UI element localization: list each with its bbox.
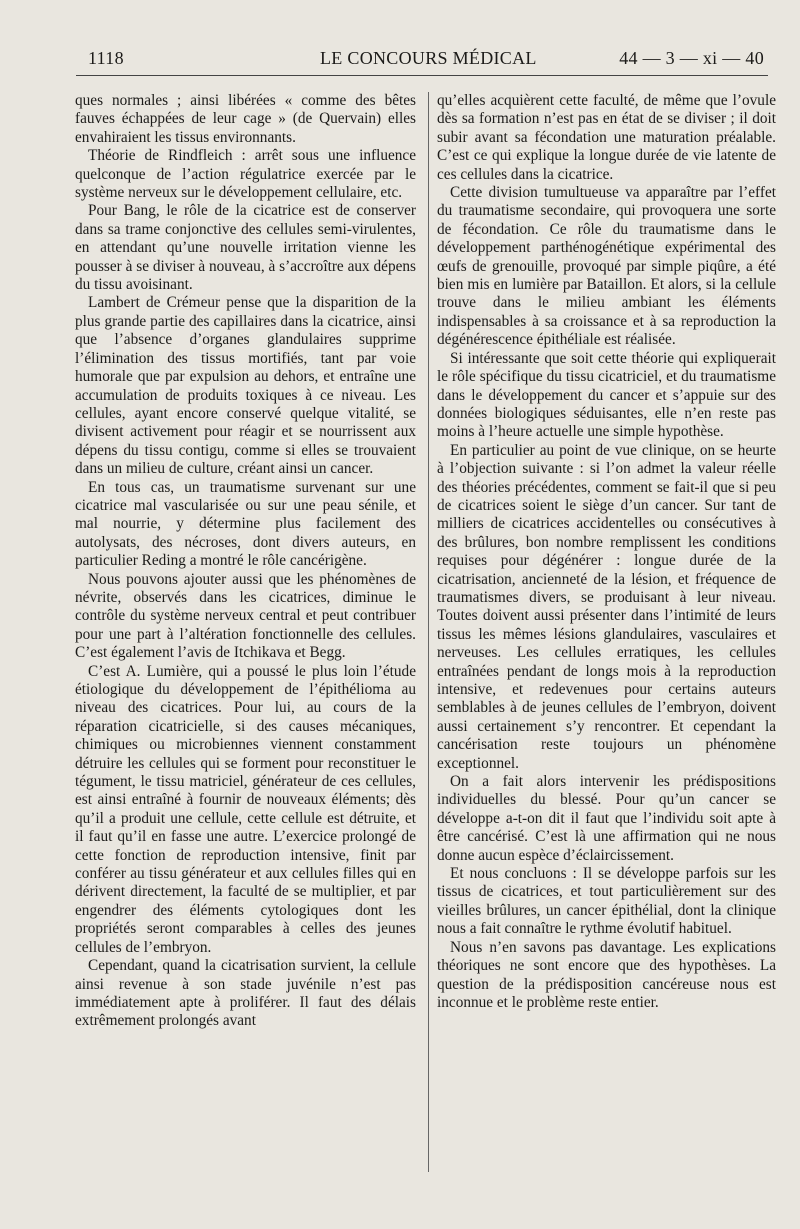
left-column — [75, 92, 416, 1031]
paragraph: C’est A. Lumière, qui a poussé le plus loin l’étude étiologique du développement de l’épithélioma au niveau des cicatrices. Pour lui, au cours de la réparation cicatricielle, si des causes mécaniques, chimiques ou microbiennes viennent constamment détruire les cellules qui se forment pour reconstituer le tégument, le tissu matriciel, générateur de ces cellules, est ainsi entraîné à fournir de nouveaux éléments; dès qu’il a produit une cellule, cette cellule est détruite, et il faut qu’il en fasse une autre. L’exercice prolongé de cette fonction de reproduction intensive, finit par conférer au tissu générateur et aux cellules filles qui en dérivent directement, la faculté de se multiplier, et par engendrer des éléments cytologiques dont les propriétés seront comparables à celles des jeunes cellules de l’embryon. — [75, 662, 416, 956]
page-number: 1118 — [88, 48, 124, 68]
paragraph: Pour Bang, le rôle de la cicatrice est de conserver dans sa trame conjonctive des cellules semi-virulentes, en attendant qu’une nouvelle irritation vienne les pousser à se diviser à nouveau, à s’accroître aux dépens du tissu avoisinant. — [75, 202, 416, 294]
paragraph: qu’elles acquièrent cette faculté, de même que l’ovule dès sa formation n’est pas en état de se diviser ; il doit subir avant sa fécondation une maturation préalable. C’est ce qui explique la longue durée de vie latente de ces cellules dans la cicatrice. — [437, 92, 776, 183]
column-divider — [428, 92, 429, 1172]
running-header — [88, 48, 764, 72]
paragraph: Lambert de Crémeur pense que la disparition de la plus grande partie des capillaires dans la cicatrice, ainsi que l’absence d’organes glandulaires supprime l’élimination des tissus mortifiés, tant par voie humorale que par expulsion au dehors, et entraîne une accumulation de produits toxiques à ce niveau. Les cellules, ayant encore conservé quelque vitalité, se divisent activement pour réagir et se nourrissent aux dépens du tissu contigu, comme si elles se trouvaient dans un milieu de culture, créant ainsi un cancer. — [75, 294, 416, 478]
paragraph: En particulier au point de vue clinique, on se heurte à l’objection suivante : si l’on admet la valeur réelle des théories précédentes, comment se fait-il que si peu de cicatrices soient le siège d’un cancer. Sur tant de milliers de cicatrices accidentelles ou consécutives à des brûlures, bon nombre remplissent les conditions requises pour dégénérer : longue durée de la cicatrisation, ancienneté de la lésion, et fréquence de traumatismes divers, se produisant à leur niveau. Toutes doivent aussi présenter dans l’intimité de leurs tissus les mêmes lésions glandulaires, vasculaires et nerveuses. Les cellules erratiques, les cellules entraînées pendant de longs mois à la reproduction intensive, et redevenues pour certains auteurs semblables à de jeunes cellules de l’embryon, doivent aussi certainement s’y rencontrer. Et cependant la cancérisation reste toujours un phénomène exceptionnel. — [437, 441, 776, 772]
right-column — [437, 92, 776, 1012]
paragraph: Théorie de Rindfleich : arrêt sous une influence quelconque de l’action régulatrice exercée par le système nerveux sur le développement cellulaire, etc. — [75, 147, 416, 202]
journal-title: LE CONCOURS MÉDICAL — [320, 48, 537, 68]
issue-date: 44 — 3 — xi — 40 — [619, 48, 764, 68]
paragraph: En tous cas, un traumatisme survenant sur une cicatrice mal vascularisée ou sur une peau sénile, et mal nourrie, y détermine plus facilement des autolysats, des nécroses, dont divers auteurs, en particulier Reding a montré le rôle cancérigène. — [75, 478, 416, 570]
paragraph: On a fait alors intervenir les prédispositions individuelles du blessé. Pour qu’un cancer se développe a-t-on dit il faut que l’individu soit apte à être cancérisé. C’est là une affirmation qui ne nous donne aucun espèce d’éclaircissement. — [437, 773, 776, 864]
header-rule — [76, 75, 768, 76]
paragraph: Et nous concluons : Il se développe parfois sur les tissus de cicatrices, et tout particulièrement sur des vieilles brûlures, un cancer épithélial, dont la clinique nous a fait connaître le rythme évolutif habituel. — [437, 865, 776, 938]
paragraph: Si intéressante que soit cette théorie qui expliquerait le rôle spécifique du tissu cicatriciel, et du traumatisme dans le développement du cancer et s’appuie sur des données biologiques séduisantes, elle n’en reste pas moins à l’heure actuelle une simple hypothèse. — [437, 349, 776, 441]
paragraph: Cependant, quand la cicatrisation survient, la cellule ainsi revenue à son stade juvénile n’est pas immédiatement apte à proliférer. Il faut des délais extrêmement prolongés avant — [75, 957, 416, 1030]
paragraph: ques normales ; ainsi libérées « comme des bêtes fauves échappées de leur cage » (de Quervain) elles envahiraient les tissus environnants. — [75, 92, 416, 146]
paragraph: Nous n’en savons pas davantage. Les explications théoriques ne sont encore que des hypothèses. La question de la prédisposition cancéreuse nous est inconnue et le problème reste entier. — [437, 938, 776, 1011]
paragraph: Cette division tumultueuse va apparaître par l’effet du traumatisme secondaire, qui provoquera une sorte de fécondation. Ce rôle du traumatisme dans le développement parthénogénétique expérimental des œufs de grenouille, provoqué par simple piqûre, a été bien mis en lumière par Bataillon. Et alors, si la cellule trouve dans le milieu ambiant les éléments indispensables à sa croissance et à sa reproduction la dégénérescence épithéliale est réalisée. — [437, 184, 776, 349]
paragraph: Nous pouvons ajouter aussi que les phénomènes de névrite, observés dans les cicatrices, diminue le contrôle du système nerveux central et peut contribuer pour une part à l’altération fonctionnelle des cellules. C’est également l’avis de Itchikava et Begg. — [75, 570, 416, 662]
